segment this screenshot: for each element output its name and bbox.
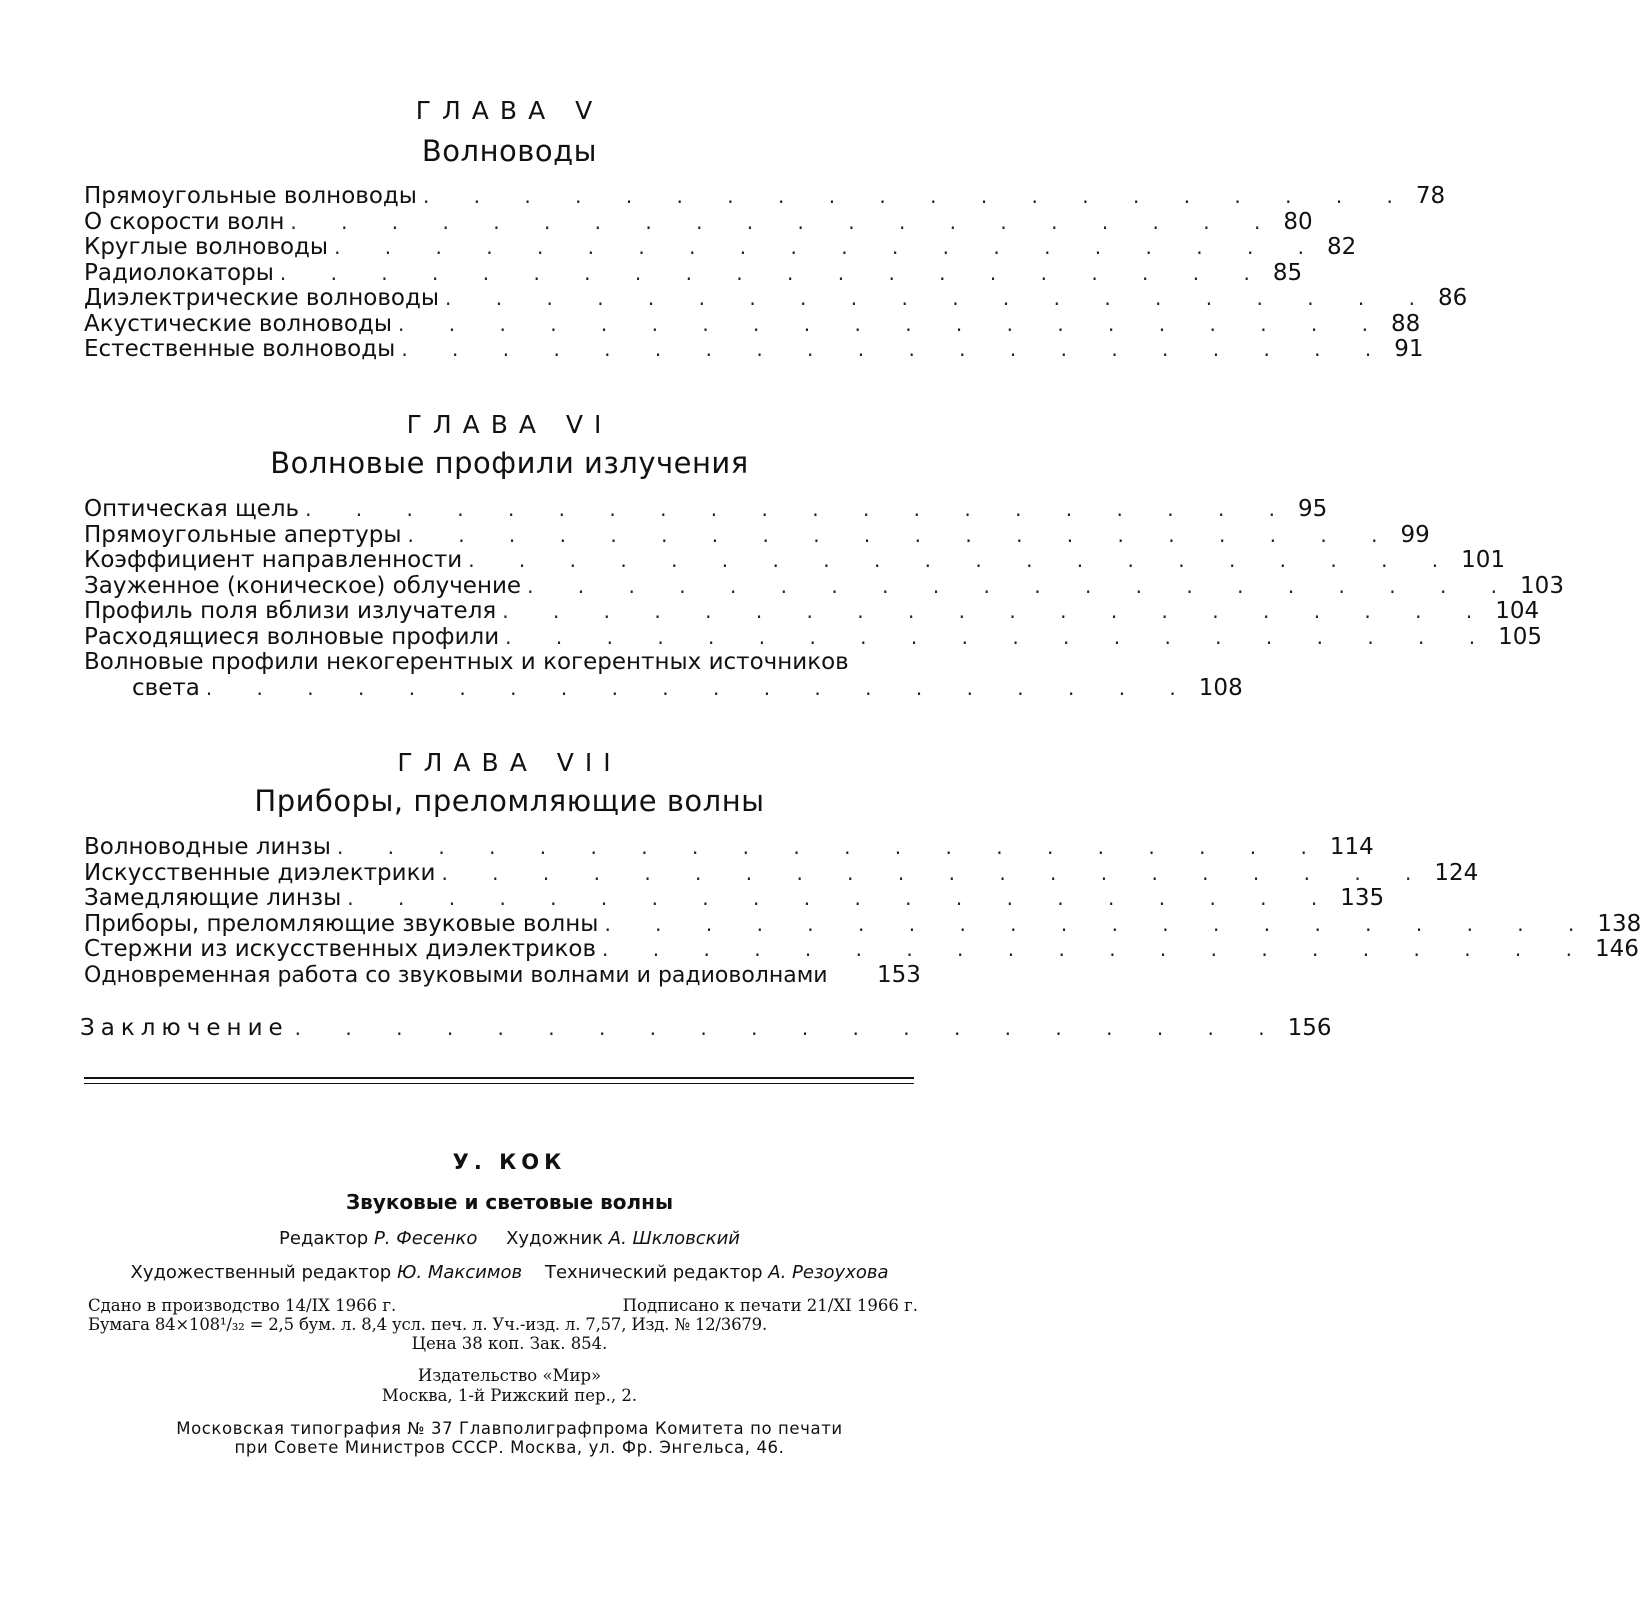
toc-entry-page: 124	[1434, 859, 1479, 886]
toc-entry	[84, 623, 1543, 651]
colophon-credits-2	[0, 1262, 1019, 1283]
toc-entry-page: 114	[1329, 834, 1374, 860]
publisher: Издательство «Мир»	[417, 1366, 602, 1385]
paper-info: Бумага 84×108¹/₃₂ = 2,5 бум. л. 8,4 усл. печ. л. Уч.-изд. л. 7,57, Изд. № 12/3679.	[88, 1315, 768, 1334]
leader-dots: . . . . . . . . . . . . . . . . . . . .	[422, 184, 1412, 208]
leader-dots: . . . . . . . . . . . . . . . . . . . .	[441, 860, 1431, 885]
chapter-title: Приборы, преломляющие волны	[254, 784, 765, 818]
toc-entry-title: Акустические волноводы	[84, 310, 393, 337]
leader-dots: . . . . . . . . . . . . . . . . . . . .	[407, 522, 1397, 547]
toc-entry	[84, 910, 1641, 938]
production-date: Сдано в производство 14/IX 1966 г.	[88, 1296, 397, 1315]
toc-entry-page: 99	[1400, 521, 1430, 548]
toc-entry-title: Прямоугольные волноводы	[84, 183, 417, 209]
divider-rule	[84, 1077, 914, 1079]
toc-entry-title: Одновременная работа со звуковыми волнами и радиоволнами	[84, 962, 828, 988]
chapter-title: Волноводы	[421, 134, 598, 168]
chapter-title: Волновые профили излучения	[270, 446, 749, 480]
toc-entry-title: Замедляющие линзы	[84, 885, 342, 911]
leader-dots: . . . . . . . . . . . . . . . . . . . .	[279, 260, 1269, 285]
price-order: Цена 38 коп. Зак. 854.	[411, 1334, 608, 1353]
chapter-label: ГЛАВА VII	[397, 748, 622, 777]
toc-entry-title: Заключение	[80, 1015, 289, 1041]
printer-line-2: при Совете Министров СССР. Москва, ул. Фр. Энгельса, 46.	[234, 1438, 785, 1457]
toc-entry	[84, 285, 1468, 312]
toc-entry-title: Волновые профили некогерентных и когерентных источников	[84, 649, 849, 675]
signed-date: Подписано к печати 21/XI 1966 г.	[622, 1296, 918, 1315]
toc-entry-page: 153	[877, 961, 921, 988]
printer-line-1: Московская типография № 37 Главполиграфпрома Комитета по печати	[176, 1419, 843, 1438]
artist-name: А. Шкловский	[608, 1228, 740, 1249]
production-row	[88, 1296, 918, 1315]
toc-list	[84, 834, 1641, 988]
toc-entry	[84, 650, 919, 676]
toc-entry	[84, 234, 1357, 261]
toc-entry-page: 101	[1461, 547, 1506, 573]
toc-entry	[84, 521, 1430, 549]
toc-entry-title: Волноводные линзы	[84, 834, 331, 860]
toc-entry	[84, 936, 1639, 963]
toc-entry	[84, 963, 919, 989]
leader-dots: . . . . . . . . . . . . . . . . . . . .	[445, 286, 1434, 310]
tech-editor-name: А. Резоухова	[768, 1262, 889, 1283]
toc-entry	[84, 834, 1374, 861]
artist-label: Художник	[506, 1228, 604, 1249]
chapter-label: ГЛАВА VI	[406, 410, 613, 439]
toc-entry-page: 91	[1394, 336, 1424, 362]
toc-entry-page: 138	[1597, 910, 1641, 937]
toc-entry	[84, 547, 1506, 574]
colophon-book-title: Звуковые и световые волны	[345, 1190, 674, 1214]
toc-entry-page: 105	[1498, 623, 1543, 650]
toc-entry-page: 85	[1272, 259, 1303, 286]
leader-dots: . . . . . . . . . . . . . . . . . . . .	[205, 675, 1195, 700]
toc-entry-title: О скорости волн	[84, 208, 285, 235]
colophon-author: У. КОК	[452, 1150, 567, 1174]
toc-entry	[84, 572, 1564, 600]
toc-entry-title: Расходящиеся волновые профили	[84, 623, 500, 650]
toc-entry	[84, 183, 1446, 210]
toc-entry-page: 86	[1438, 285, 1468, 311]
toc-entry-title: Искусственные диэлектрики	[84, 859, 436, 886]
toc-entry-continuation	[84, 674, 1243, 702]
toc-entry-page: 108	[1198, 674, 1243, 701]
leader-dots: . . . . . . . . . . . . . . . . . . . .	[347, 886, 1337, 910]
toc-entry	[84, 496, 1328, 523]
leader-dots: . . . . . . . . . . . . . . . . . . . .	[527, 573, 1517, 598]
toc-entry-title: Профиль поля вблизи излучателя	[84, 598, 497, 624]
toc-entry	[84, 336, 1424, 363]
leader-dots: . . . . . . . . . . . . . . . . . . . .	[602, 937, 1591, 961]
editor-label: Редактор	[279, 1228, 369, 1249]
toc-conclusion	[80, 1015, 1332, 1042]
leader-dots: . . . . . . . . . . . . . . . . . . . .	[505, 624, 1495, 649]
toc-entry-page: 146	[1595, 936, 1639, 962]
colophon-credits	[0, 1228, 1019, 1249]
toc-entry-page: 156	[1287, 1015, 1332, 1041]
toc-entry-title: Радиолокаторы	[84, 259, 274, 286]
leader-dots: . . . . . . . . . . . . . . . . . . . .	[294, 1016, 1284, 1040]
toc-entry-page: 95	[1298, 496, 1328, 522]
toc-entry	[84, 598, 1540, 625]
toc-entry-page: 104	[1495, 598, 1540, 624]
leader-dots: . . . . . . . . . . . . . . . . . . . .	[604, 911, 1594, 936]
toc-entry-title: Стержни из искусственных диэлектриков	[84, 936, 597, 962]
editor-name: Р. Фесенко	[373, 1228, 478, 1249]
toc-list	[84, 183, 1468, 363]
publisher-address: Москва, 1-й Рижский пер., 2.	[381, 1386, 638, 1405]
leader-dots: . . . . . . . . . . . . . . . . . . . .	[502, 599, 1492, 623]
toc-entry-title-cont: света	[132, 674, 200, 701]
toc-list	[84, 496, 1564, 701]
art-editor-name: Ю. Максимов	[396, 1262, 523, 1283]
toc-entry	[84, 859, 1479, 887]
toc-entry	[84, 208, 1313, 236]
toc-entry-page: 135	[1340, 885, 1385, 911]
toc-entry-title: Естественные волноводы	[84, 336, 396, 362]
toc-entry-title: Диэлектрические волноводы	[84, 285, 440, 311]
toc-entry-page: 88	[1391, 310, 1421, 337]
divider-rule	[84, 1083, 914, 1084]
toc-entry-page: 78	[1415, 183, 1446, 209]
toc-entry	[84, 310, 1421, 338]
art-editor-label: Художественный редактор	[130, 1262, 392, 1283]
leader-dots: . . . . . . . . . . . . . . . . . . . .	[305, 497, 1295, 521]
toc-entry-title: Зауженное (коническое) облучение	[84, 572, 522, 599]
toc-entry-title: Оптическая щель	[84, 496, 300, 522]
toc-entry-page: 103	[1520, 572, 1564, 599]
leader-dots: . . . . . . . . . . . . . . . . . . . .	[398, 311, 1387, 336]
toc-entry-title: Прямоугольные апертуры	[84, 521, 402, 548]
paper-row	[88, 1315, 918, 1334]
toc-entry-title: Круглые волноводы	[84, 234, 329, 260]
leader-dots: . . . . . . . . . . . . . . . . . . . .	[401, 337, 1391, 361]
leader-dots: . . . . . . . . . . . . . . . . . . . .	[468, 548, 1458, 572]
toc-entry-title: Коэффициент направленности	[84, 547, 463, 573]
toc-entry-page: 82	[1327, 234, 1357, 260]
chapter-label: ГЛАВА V	[415, 96, 604, 125]
toc-entry-page: 80	[1283, 208, 1313, 235]
toc-entry	[84, 259, 1303, 287]
leader-dots: . . . . . . . . . . . . . . . . . . . .	[290, 209, 1280, 234]
leader-dots: . . . . . . . . . . . . . . . . . . . .	[336, 835, 1326, 859]
leader-dots: . . . . . . . . . . . . . . . . . . . .	[334, 235, 1324, 259]
publication-details	[88, 1296, 918, 1334]
toc-entry-title: Приборы, преломляющие звуковые волны	[84, 910, 599, 937]
tech-editor-label: Технический редактор	[544, 1262, 763, 1283]
toc-entry	[84, 885, 1385, 912]
